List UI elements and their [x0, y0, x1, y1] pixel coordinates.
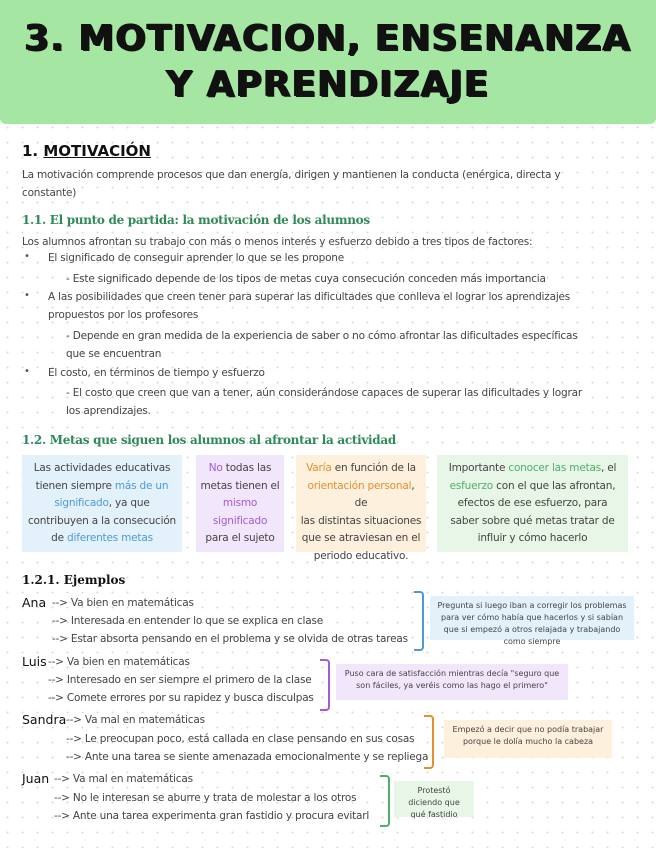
page-title-line-2: Y APRENDIZAJE	[166, 64, 490, 105]
box-text: contribuyen a la consecución	[27, 514, 177, 527]
box-text: , ya que	[108, 497, 150, 509]
student-name-ana: Ana	[22, 595, 47, 610]
luis-line-3: --> Comete errores por su rapidez y busca disculpas	[48, 692, 314, 704]
box-text: tienen siempre	[35, 479, 115, 492]
goal-box-blue	[22, 455, 182, 552]
box-text: todas las	[222, 462, 272, 474]
box-text: en función de la	[331, 462, 416, 474]
page-title-line-1: 3. MOTIVACION, ENSENANZA	[24, 18, 632, 59]
note-sandra: Empezó a decir que no podía trabajar porque le dolía mucho la cabeza	[444, 720, 612, 758]
bullet-2-line-2: propuestos por los profesores	[48, 309, 199, 321]
box-text: periodo educativo.	[313, 549, 409, 562]
student-name-juan: Juan	[22, 771, 50, 786]
box-text: para el sujeto	[205, 532, 275, 544]
box-text: Las actividades educativas	[33, 462, 171, 474]
box-text: saber sobre qué metas tratar de	[450, 514, 615, 527]
student-name-sandra: Sandra	[22, 712, 67, 727]
box-text: con el que las afrontan,	[493, 479, 616, 492]
bullet-2-sub-1: - Depende en gran medida de la experiencia de saber o no cómo afrontar las dificultades específicas	[66, 330, 578, 342]
box-text	[200, 460, 280, 478]
juan-line-3: --> Ante una tarea experimenta gran fastidio y procura evitarl	[54, 810, 370, 822]
box-highlight: más de un	[114, 479, 169, 492]
bullet-1-sub: - Este significado depende de los tipos de metas cuya consecución conceden más importancia	[66, 273, 546, 285]
box-text: influir y cómo hacerlo	[477, 532, 588, 544]
box-text: , el	[601, 462, 617, 474]
student-name-luis: Luis	[22, 654, 47, 669]
sandra-line-3: --> Ante una tarea se siente amenazada emocionalmente y se repliega	[66, 751, 429, 763]
subsection-1-1-lead: Los alumnos afrontan su trabajo con más o menos interés y esfuerzo debido a tres tipos de factores:	[22, 236, 533, 248]
box-highlight: significado	[212, 514, 268, 527]
bullet-dot: •	[24, 366, 30, 377]
bullet-dot: •	[24, 290, 30, 301]
juan-line-1: --> Va mal en matemáticas	[54, 773, 193, 785]
goal-box-orange	[296, 455, 426, 562]
box-text: , de	[354, 479, 415, 509]
bracket-orange	[424, 715, 434, 769]
note-juan: Protestó diciendo que qué fastidio	[394, 781, 474, 817]
ana-line-1: --> Va bien en matemáticas	[52, 597, 194, 609]
box-text	[26, 478, 178, 496]
bullet-3: El costo, en términos de tiempo y esfuerzo	[48, 367, 265, 379]
bracket-green	[380, 775, 390, 827]
bullet-3-sub-1: - El costo que creen que van a tener, aún considerándose capaces de superar las dificultades y lograr	[66, 387, 582, 399]
box-text	[441, 478, 624, 496]
box-highlight: orientación personal	[307, 479, 412, 492]
sandra-line-1: --> Va mal en matemáticas	[66, 714, 205, 726]
bullet-1: El significado de conseguir aprender lo que se les propone	[48, 252, 345, 264]
box-highlight: diferentes metas	[67, 532, 153, 544]
box-highlight: No	[208, 462, 223, 474]
box-text	[441, 460, 624, 478]
box-text: las distintas situaciones	[300, 514, 422, 527]
box-text: que se atraviesan en el	[301, 532, 421, 544]
box-text: de	[51, 532, 68, 544]
examples-title: 1.2.1. Ejemplos	[22, 573, 126, 587]
ana-line-2: --> Interesada en entender lo que se explica en clase	[52, 615, 324, 627]
box-highlight: conocer las metas	[508, 462, 602, 474]
bullet-3-sub-2: los aprendizajes.	[66, 405, 151, 417]
intro-line-1: La motivación comprende procesos que dan energía, dirigen y mantienen la conducta (enérgica, directa y	[22, 169, 561, 181]
subsection-1-2-title: 1.2. Metas que siguen los alumnos al afrontar la actividad	[22, 433, 396, 447]
goal-box-purple	[196, 455, 284, 552]
box-highlight: Varía	[306, 462, 332, 474]
bullet-2-line-1: A las posibilidades que creen tener para superar las dificultades que conlleva el lograr los aprendizajes	[48, 291, 571, 303]
goal-box-green	[437, 455, 628, 552]
intro-line-2: constante)	[22, 187, 77, 199]
bracket-purple	[320, 659, 330, 711]
box-text	[26, 530, 178, 548]
box-text	[26, 495, 178, 513]
box-text: efectos de ese esfuerzo, para	[457, 497, 608, 509]
box-highlight: mismo	[222, 497, 258, 509]
subsection-1-1-title: 1.1. El punto de partida: la motivación de los alumnos	[22, 213, 370, 227]
bullet-dot: •	[24, 251, 30, 262]
box-highlight: esfuerzo	[449, 479, 494, 492]
bullet-2-sub-2: que se encuentran	[66, 348, 162, 360]
box-text: Importante	[448, 462, 509, 474]
luis-line-1: --> Va bien en matemáticas	[48, 656, 190, 668]
section-title: MOTIVACIÓN	[43, 142, 151, 160]
box-text	[300, 460, 422, 478]
ana-line-3: --> Estar absorta pensando en el problema y se olvida de otras tareas	[52, 633, 408, 645]
title-banner	[0, 0, 656, 124]
luis-line-2: --> Interesado en ser siempre el primero de la clase	[48, 674, 312, 686]
note-luis: Puso cara de satisfacción mientras decía "seguro que son fáciles, ya veréis como las hago el primero"	[336, 664, 568, 700]
section-heading	[22, 142, 151, 160]
bracket-blue	[414, 591, 424, 651]
box-text: metas tienen el	[200, 479, 280, 492]
note-ana: Pregunta si luego iban a corregir los problemas para ver cómo había que hacerlos y si sabían que si empezó a otros relajada y trabajando como siempre	[430, 596, 634, 640]
box-text	[300, 478, 422, 513]
sandra-line-2: --> Le preocupan poco, está callada en clase pensando en sus cosas	[66, 733, 415, 745]
juan-line-2: --> No le interesan se aburre y trata de molestar a los otros	[54, 792, 357, 804]
section-number: 1.	[22, 142, 39, 160]
box-highlight: significado	[54, 497, 109, 509]
